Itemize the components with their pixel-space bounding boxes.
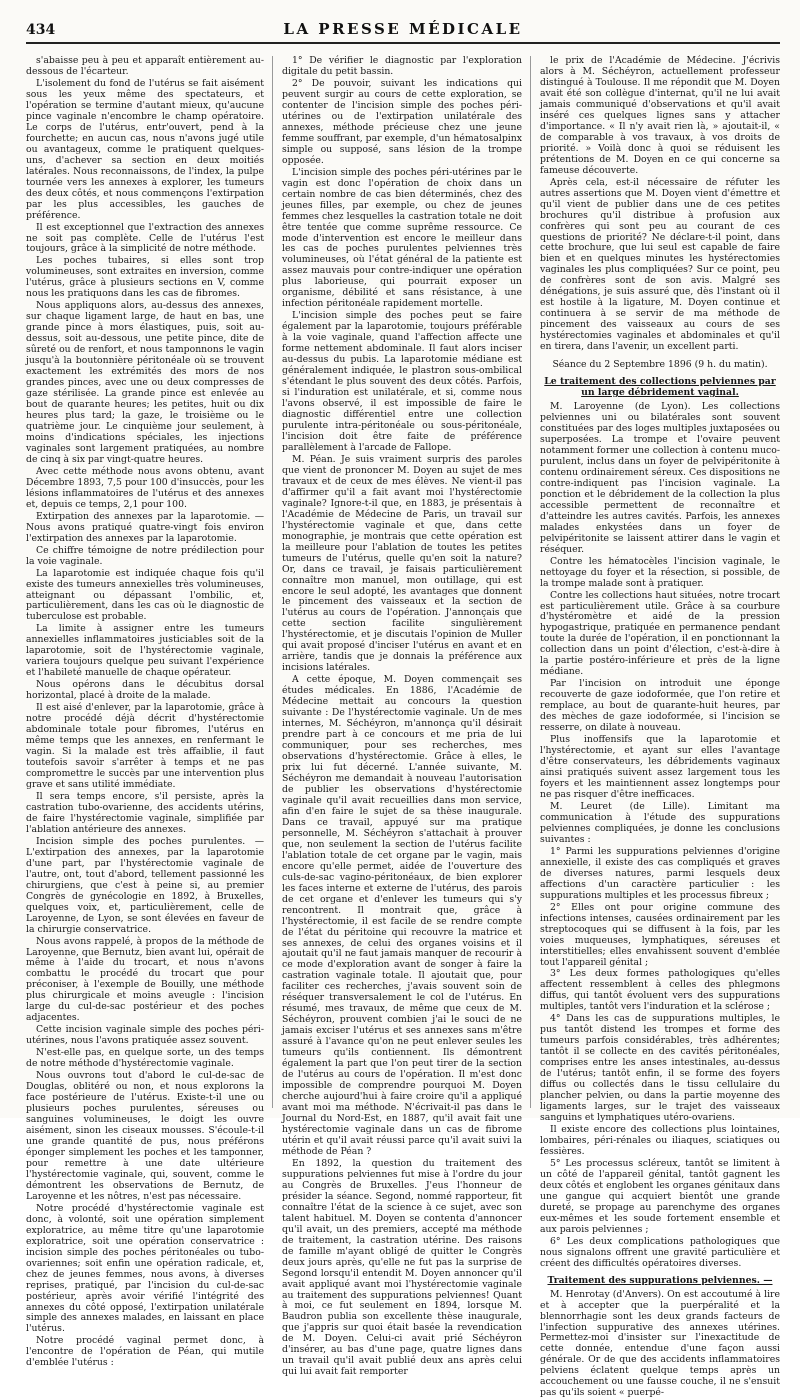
paragraph: 4° Dans les cas de suppurations multiples, le pus tantôt distend les trompes et forme des tumeurs parfois considérables, très adhérentes; tantôt il se collecte en des cavités péritonéales, comprises entre les anses intestinales, au-dessus de l'utérus; tantôt enfin, il se forme des foyers diffus ou collectés dans le tissu cellulaire du plancher pelvien, ou dans la partie moyenne des ligaments larges, sur le trajet des vaisseaux sanguins et lymphatiques utéro-ovariens. (540, 1013, 780, 1124)
column-divider-right (530, 56, 531, 1108)
paragraph: Contre les collections haut situées, notre trocart est particulièrement utile. Grâce à sa courbure d'hystéromètre et aidé de la pression hypogastrique, pratiquée en permanence pendant toute la durée de l'opération, il en ponctionnant la collection dans un point d'élection, c'est-à-dire à la partie postéro-inférieure et près de la ligne médiane. (540, 589, 780, 678)
page-header (26, 16, 780, 44)
paragraph: Notre procédé vaginal permet donc, à l'encontre de l'opération de Péan, qui mutile d'emblée l'utérus : (26, 1335, 264, 1369)
paragraph: 1° De vérifier le diagnostic par l'exploration digitale du petit bassin. (282, 55, 522, 77)
paragraph: M. Leuret (de Lille). Limitant ma communication à l'étude des suppurations pelviennes compliquées, je donne les conclusions suivantes : (540, 800, 780, 845)
paragraph: En 1892, la question du traitement des suppurations pelviennes fut mise à l'ordre du jour au Congrès de Bruxelles. J'eus l'honneur de présider la séance. Segond, nommé rapporteur, fit connaître l'état de la science à ce sujet, avec son talent habituel. M. Doyen se contenta d'annoncer qu'il avait, un des premiers, accepté ma méthode de traitement, la castration utérine. Des raisons de famille m'ayant obligé de quitter le Congrès deux jours après, qu'elle ne fut pas la surprise de Segond lorsqu'il entendit M. Doyen annoncer qu'il avait appliqué avant moi l'hystérectomie vaginale au traitement des suppurations pelviennes! Quant à moi, ce fut seulement en 1894, lorsque M. Baudron publia son excellente thèse inaugurale, que j'appris sur quoi était basée la revendication de M. Doyen. Celui-ci avait prié Séchéyron d'insérer, au bas d'une page, quatre lignes dans un travail qu'il avait publié deux ans après celui qui lui avait fait remporter (282, 1157, 522, 1378)
paragraph: M. Henrotay (d'Anvers). On est accoutumé à lire et à accepter que la puerpéralité et la blennorrhagie sont les deux grands facteurs de l'infection suppurative des annexes utérines. Permettez-moi d'insister sur l'inexactitude de cette donnée, entendue d'une façon aussi générale. Or de que des accidents inflammatoires pelviens éclatent quelque temps après un accouchement ou une fausse couche, il ne s'ensuit pas qu'ils soient « puerpé- (540, 1288, 780, 1399)
column-divider-left (272, 56, 273, 1108)
paragraph: Nous avons rappelé, à propos de la méthode de Laroyenne, que Bernutz, bien avant lui, opérait de même à l'aide du trocart, et nous n'avons combattu le procédé du trocart que pour préconiser, à l'exemple de Bouilly, une méthode plus chirurgicale et moins aveugle : l'incision large du cul-de-sac postérieur et des poches adjacentes. (26, 935, 264, 1024)
paragraph: L'isolement du fond de l'utérus se fait aisément sous les yeux même des spectateurs, et l'opération se termine d'autant mieux, qu'aucune pince vaginale n'encombre le champ opératoire. Le corps de l'utérus, entr'ouvert, pend à la fourchette; en aucun cas, nous n'avons jugé utile ou avantageux, comme le pratiquent quelques-uns, d'achever sa section en deux moitiés latérales. Nous reconnaissons, de l'index, la pulpe tournée vers les annexes à explorer, les tumeurs des deux côtés, et nous commençons l'extirpation par les plus accessibles, les gauches de préférence. (26, 77, 264, 221)
paragraph: 5° Les processus scléreux, tantôt se limitent à un côté de l'appareil génital, tantôt gagnent les deux côtés et englobent les organes génitaux dans une gangue qui acquiert bientôt une grande dureté, se propage au parenchyme des organes eux-mêmes et les soude fortement ensemble et aux parois pelviennes ; (540, 1157, 780, 1235)
paragraph: Plus inoffensifs que la laparotomie et l'hystérectomie, et ayant sur elles l'avantage d'être conservateurs, les débridements vaginaux ainsi pratiqués suivent assez largement tous les foyers et les maintiennent assez longtemps pour ne pas risquer d'être inefficaces. (540, 734, 780, 800)
paragraph: 1° Parmi les suppurations pelviennes d'origine annexielle, il existe des cas compliqués et graves de diverses natures, parmi lesquels deux affections d'un caractère particulier : les suppurations multiples et les processus fibreux ; (540, 845, 780, 901)
paragraph: A cette époque, M. Doyen commençait ses études médicales. En 1886, l'Académie de Médecine mettait au concours la question suivante : De l'hystérectomie vaginale. Un de mes internes, M. Séchéyron, m'annonça qu'il désirait prendre part à ce concours et me pria de lui communiquer, pour ses recherches, mes observations d'hystérectomie. Grâce à elles, le prix lui fut décerné. L'année suivante, M. Séchéyron me demandait à nouveau l'autorisation de publier les observations d'hystérectomie vaginale qu'il avait recueillies dans mon service, afin d'en faire le sujet de sa thèse inaugurale. Dans ce travail, appuyé sur ma pratique personnelle, M. Séchéyron s'attachait à prouver que, non seulement la section de l'utérus facilite l'ablation totale de cet organe par le vagin, mais encore qu'elle permet, aidée de l'ouverture des culs-de-sac vagino-péritonéaux, de bien explorer les faces interne et externe de l'utérus, des parois de cet organe et d'enlever les tumeurs qui s'y rencontrent. Il montrait que, grâce à l'hystérectomie, il est facile de se rendre compte de l'état du péritoine qui recouvre la matrice et ses annexes, de celui des organes voisins et il ajoutait qu'il ne faut jamais manquer de recourir à ce mode d'exploration avant de songer à faire la castration vaginale totale. Il ajoutait que, pour faciliter ces recherches, j'avais souvent soin de réséquer transversalement le col de l'utérus. En résumé, mes travaux, de même que ceux de M. Séchéyron, prouvent combien j'ai le souci de ne jamais exciser l'utérus et ses annexes sans m'être assuré à l'avance qu'on ne peut enlever seules les tumeurs qu'ils contiennent. Ils démontrent également la part que l'on peut tirer de la section de l'utérus au cours de l'opération. Il m'est donc impossible de comprendre pourquoi M. Doyen cherche aujourd'hui à faire croire qu'il a appliqué avant moi ma méthode. N'écrivait-il pas dans le Journal du Nord-Est, en 1887, qu'il avait fait une hystérectomie vaginale dans un cas de fibrome utérin et qu'il avait réussi parce qu'il avait suivi la méthode de Péan ? (282, 674, 522, 1157)
paragraph: s'abaisse peu à peu et apparaît entièrement au-dessous de l'écarteur. (26, 55, 264, 77)
paragraph: Les poches tubaires, si elles sont trop volumineuses, sont extraites en inversion, comme l'utérus, grâce à plusieurs sections en V, comme nous les pratiquons dans les cas de fibromes. (26, 255, 264, 300)
text-column-right (540, 55, 780, 1399)
session-heading: Séance du 2 Septembre 1896 (9 h. du matin). (552, 359, 768, 371)
paragraph: M. Laroyenne (de Lyon). Les collections pelviennes uni ou bilatérales sont souvent constituées par des loges multiples juxtaposées ou superposées. La trompe et l'ovaire peuvent notamment former une collection à contenu muco-purulent, inclus dans un foyer de pelvipéritonite à contenu ordinairement séreux. Ces dispositions ne contre-indiquent pas l'incision vaginale. La ponction et le débridement de la collection la plus accessible permettent de reconnaître et d'atteindre les autres cavités. Parfois, les annexes malades enkystées dans un foyer de pelvipéritonite se laissent attirer dans le vagin et réséquer. (540, 401, 780, 555)
paragraph: L'incision simple des poches peut se faire également par la laparotomie, toujours préférable à la voie vaginale, quand l'affection affecte une forme nettement abdominale. Il faut alors inciser au-dessus du pubis. La laparotomie médiane est généralement indiquée, le plastron sous-ombilical s'étendant le plus souvent des deux côtés. Parfois, si l'induration est unilatérale, et si, comme nous l'avons observé, il est impossible de faire le diagnostic différentiel entre une collection purulente intra-péritonéale ou sous-péritonéale, l'incision doit être faite de préférence parallèlement à l'arcade de Fallope. (282, 310, 522, 453)
paragraph: Cette incision vaginale simple des poches péri-utérines, nous l'avons pratiquée assez souvent. (26, 1024, 264, 1047)
paragraph: L'incision simple des poches péri-utérines par le vagin est donc l'opération de choix dans un certain nombre de cas bien déterminés, chez des jeunes filles, par exemple, ou chez de jeunes femmes chez lesquelles la castration totale ne doit être tentée que comme suprême ressource. Ce mode d'intervention est encore le meilleur dans les cas de poches purulentes pelviennes très volumineuses, où l'état général de la patiente est assez mauvais pour contre-indiquer une opération plus laborieuse, qui pourrait exposer un organisme, débilité et sans résistance, à une infection péritonéale rapidement mortelle. (282, 166, 522, 310)
paragraph: N'est-elle pas, en quelque sorte, un des temps de notre méthode d'hystérectomie vaginale. (26, 1047, 264, 1070)
paragraph: Après cela, est-il nécessaire de réfuter les autres assertions que M. Doyen vient d'émettre et qu'il vient de publier dans une de ces petites brochures qu'il distribue à profusion aux confrères qui sont peu au courant de ces questions de priorité? Ne déclare-t-il point, dans cette brochure, que lui seul est capable de faire bien et en quelques minutes les hystérectomies vaginales les plus compliquées? Sur ce point, peu de confrères sont de son avis. Malgré ses dénégations, je suis assuré que, dès l'instant où il est hostile à la ligature, M. Doyen continue et continuera à se servir de ma méthode de pincement des vaisseaux au cours de ses hystérectomies vaginales et abdominales et qu'il en tirera, dans l'avenir, un excellent parti. (540, 176, 780, 353)
paragraph: Incision simple des poches purulentes. — L'extirpation des annexes, par la laparotomie d'une part, par l'hystérectomie vaginale de l'autre, ont, tout d'abord, tellement passionné les chirurgiens, que c'est à peine si, au premier Congrès de gynécologie en 1892, à Bruxelles, quelques voix, et, particulièrement, celle de Laroyenne, de Lyon, se sont élevées en faveur de la chirurgie conservatrice. (26, 835, 264, 935)
paragraph: Il est aisé d'enlever, par la laparotomie, grâce à notre procédé déjà décrit d'hystérectomie abdominale totale pour fibromes, l'utérus en même temps que les annexes, en renfermant le vagin. Si la malade est très affaiblie, il faut toutefois savoir s'arrêter à temps et ne pas compromettre le succès par une intervention plus grave et sans utilité immédiate. (26, 702, 264, 790)
paragraph: La limite à assigner entre les tumeurs annexielles inflammatoires justiciables soit de la laparotomie, soit de l'hystérectomie vaginale, variera toujours quelque peu suivant l'expérience et l'habileté manuelle de chaque opérateur. (26, 623, 264, 679)
text-column-middle (282, 55, 522, 1378)
paragraph: Ce chiffre témoigne de notre prédilection pour la voie vaginale. (26, 544, 264, 567)
paragraph: Notre procédé d'hystérectomie vaginale est donc, à volonté, soit une opération simplement exploratrice, au même titre qu'une laparotomie exploratrice, soit une opération conservatrice : incision simple des poches péritonéales ou tubo-ovariennes; soit enfin une opération radicale, et, chez de jeunes femmes, nous avons, à diverses reprises, pratiqué, par l'incision du cul-de-sac postérieur, après avoir vérifié l'intégrité des annexes du côté opposé, l'extirpation unilatérale simple des annexes malades, en laissant en place l'utérus. (26, 1202, 264, 1335)
paragraph: 6° Les deux complications pathologiques que nous signalons offrent une gravité particulière et créent des difficultés opératoires diverses. (540, 1235, 780, 1269)
paragraph: le prix de l'Académie de Médecine. J'écrivis alors à M. Séchéyron, actuellement professeur distingué à Toulouse. Il me répondit que M. Doyen avait été son collègue d'internat, qu'il ne lui avait jamais communiqué d'observations et qu'il avait inséré ces quelques lignes sans y attacher d'importance. « Il n'y avait rien là, » ajoutait-il, « de comparable à vos travaux, à vos droits de priorité. » Voilà donc à quoi se réduisent les prétentions de M. Doyen en ce qui concerne sa fameuse découverte. (540, 55, 780, 176)
section-heading: Le traitement des collections pelviennes par un large débridement vaginal. (544, 376, 776, 399)
paragraph: Contre les hématocèles l'incision vaginale, le nettoyage du foyer et la résection, si possible, de la trompe malade sont à pratiquer. (540, 555, 780, 589)
paragraph: Par l'incision on introduit une éponge recouverte de gaze iodoformée, que l'on retire et remplace, au bout de quarante-huit heures, par des mèches de gaze iodoformée, si l'incision se resserre, on dilate à nouveau. (540, 678, 780, 734)
paragraph: Il existe encore des collections plus lointaines, lombaires, péri-rénales ou iliaques, sciatiques ou fessières. (540, 1124, 780, 1157)
page-number: 434 (26, 22, 56, 38)
paragraph: 3° Les deux formes pathologiques qu'elles affectent ressemblent à celles des phlegmons diffus, qui tantôt évoluent vers des suppurations multiples, tantôt vers l'induration et la sclérose ; (540, 968, 780, 1013)
text-column-left (26, 55, 264, 1369)
paragraph: Il est exceptionnel que l'extraction des annexes ne soit pas complète. Celle de l'utérus l'est toujours, grâce à la simplicité de notre méthode. (26, 221, 264, 255)
paragraph: 2° Elles ont pour origine commune des infections intenses, causées ordinairement par les streptocoques qui se diffusent à la fois, par les voies muqueuses, lymphatiques, séreuses et interstitielles; elles envahissent souvent d'emblée tout l'appareil génital ; (540, 901, 780, 968)
paragraph: M. Péan. Je suis vraiment surpris des paroles que vient de prononcer M. Doyen au sujet de mes travaux et de ceux de mes élèves. Ne vient-il pas d'affirmer qu'il a fait avant moi l'hystérectomie vaginale? Ignore-t-il que, en 1883, je présentais à l'Académie de Médecine de Paris, un travail sur l'hystérectomie vaginale et que, dans cette monographie, je montrais que cette opération est la meilleure pour l'ablation de toutes les petites tumeurs de l'utérus, quelle qu'en soit la nature? Or, dans ce travail, je faisais particulièrement connaître mon manuel, mon outillage, qui est encore le seul adopté, les avantages que donnent le pincement des vaisseaux et la section de l'utérus au cours de l'opération. J'annonçais que cette section facilite singulièrement l'hystérectomie, et je discutais l'opinion de Muller qui avait proposé d'inciser l'utérus en avant et en arrière, tandis que je donnais la préférence aux incisions latérales. (282, 453, 522, 674)
paragraph: Nous ouvrons tout d'abord le cul-de-sac de Douglas, oblitéré ou non, et nous explorons la face postérieure de l'utérus. Existe-t-il une ou plusieurs poches purulentes, séreuses ou sanguines volumineuses, le doigt les ouvre aisément, sinon les ciseaux mousses. S'écoule-t-il une grande quantité de pus, nous préférons éponger simplement les poches et les tamponner, pour remettre à une date ultérieure l'hystérectomie vaginale, qui, souvent, comme le démontrent les observations de Bernutz, de Laroyenne et les nôtres, n'est pas nécessaire. (26, 1070, 264, 1202)
paragraph: 2° De pouvoir, suivant les indications qui peuvent surgir au cours de cette exploration, se contenter de l'incision simple des poches péri-utérines ou de l'extirpation unilatérale des annexes, méthode précieuse chez une jeune femme souffrant, par exemple, d'un hématosalpinx simple ou supposé, sans lésion de la trompe opposée. (282, 77, 522, 166)
paragraph: Avec cette méthode nous avons obtenu, avant Décembre 1893, 7,5 pour 100 d'insuccès, pour les lésions inflammatoires de l'utérus et des annexes et, depuis ce temps, 2,1 pour 100. (26, 465, 264, 510)
paragraph: Extirpation des annexes par la laparotomie. — Nous avons pratiqué quatre-vingt fois environ l'extirpation des annexes par la laparotomie. (26, 510, 264, 544)
paragraph: Nous opérons dans le décubitus dorsal horizontal, placé à droite de la malade. (26, 679, 264, 702)
paragraph: Nous appliquons alors, au-dessus des annexes, sur chaque ligament large, de haut en bas, une grande pince à mors élastiques, puis, soit au-dessus, soit au-dessous, une petite pince, dite de sûreté ou de renfort, et nous tamponnons le vagin jusqu'à la boutonnière péritonéale où se trouvent exactement les extrémités des mors de nos grandes pinces, avec une ou deux compresses de gaze stérilisée. La grande pince est enlevée au bout de quarante heures; les petites, huit ou dix heures plus tard; la gaze, le troisième ou le quatrième jour. Le cinquième jour seulement, à moins d'indications spéciales, les injections vaginales sont largement pratiquées, au nombre de cinq à six par vingt-quatre heures. (26, 300, 264, 465)
running-title: LA PRESSE MÉDICALE (283, 20, 523, 38)
paragraph: La laparotomie est indiquée chaque fois qu'il existe des tumeurs annexielles très volumineuses, atteignant ou dépassant l'ombilic, et, particulièrement, dans les cas où le diagnostic de tuberculose est probable. (26, 567, 264, 623)
section-heading: Traitement des suppurations pelviennes. — (547, 1274, 773, 1286)
paragraph: Il sera temps encore, s'il persiste, après la castration tubo-ovarienne, des accidents utérins, de faire l'hystérectomie vaginale, simplifiée par l'ablation antérieure des annexes. (26, 790, 264, 835)
